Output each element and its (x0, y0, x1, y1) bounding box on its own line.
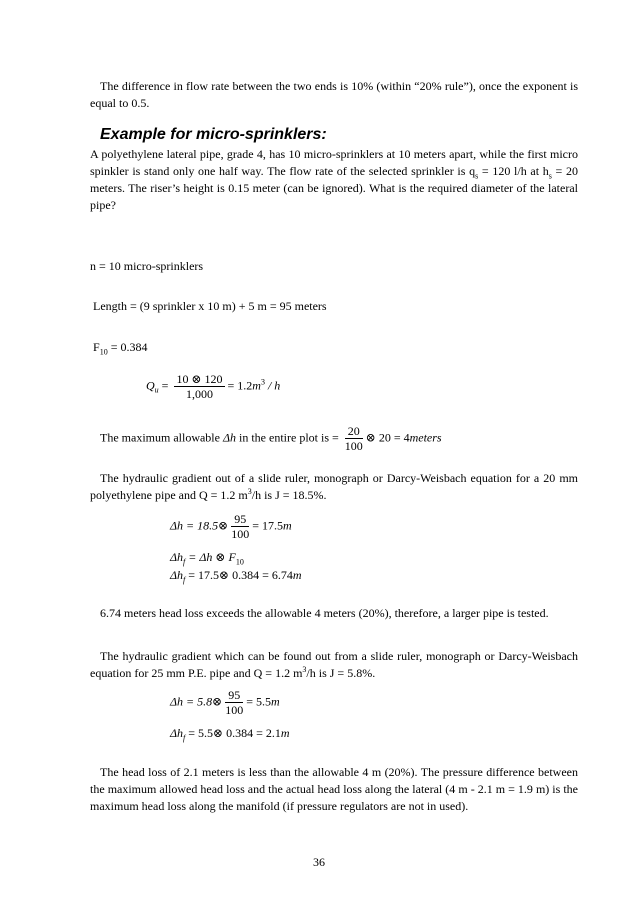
eq1-line3-sub: f (183, 575, 186, 585)
eq1-line3-rhs: = 17.5⊗ 0.384 = 6.74 (185, 568, 293, 582)
eq1-line1-result: = 17.5 (252, 518, 283, 533)
gradient25-text-a: The hydraulic gradient which can be found out from a slide ruler, monograph or Darcy-Weisbach equation for 25 mm P.E. pipe and Q = 1.2 m (90, 649, 578, 680)
eq2-line1-unit: m (270, 694, 280, 709)
eq2-line2-unit: m (280, 726, 290, 740)
gradient20-text-b: /h is J = 18.5%. (251, 488, 327, 502)
equation-dhf-25mm (170, 726, 290, 741)
eq2-line2-sub: f (183, 733, 186, 743)
paragraph-exceeds-allowable: 6.74 meters head loss exceeds the allowable 4 meters (20%), therefore, a larger pipe is tested. (100, 606, 549, 620)
section-heading: Example for micro-sprinklers: (100, 126, 327, 143)
qu-symbol: Q (146, 378, 155, 393)
f10-value: = 0.384 (107, 340, 148, 354)
gradient25-text-b: /h is J = 5.8%. (306, 666, 376, 680)
paragraph-conclusion: The head loss of 2.1 meters is less than the allowable 4 m (20%). The pressure difference between the maximum allowed head loss and the actual head loss along the lateral (4 m - 2.1 m = 1.9 m) is the maximum head loss along the manifold (if pressure regulators are not in used). (90, 765, 578, 813)
eq1-line1-unit: m (282, 518, 292, 533)
qu-fraction (174, 372, 224, 401)
problem-text-b: = 120 l/h at h (478, 164, 549, 178)
eq2-line1-fraction (225, 688, 243, 717)
qu-unit-sup: 3 (260, 377, 265, 387)
qu-denominator: 1,000 (185, 387, 213, 401)
f10-sub: 10 (99, 347, 108, 357)
n-sprinklers-line: n = 10 micro-sprinklers (90, 259, 204, 273)
gradient20-text-a: The hydraulic gradient out of a slide ruler, monograph or Darcy-Weisbach equation for a 20 mm polyethylene pipe and Q = 1.2 m (90, 471, 578, 502)
allow-result: ⊗ 20 = 4 (365, 430, 410, 445)
paragraph-gradient-25mm (90, 648, 578, 682)
allow-denominator: 100 (344, 439, 363, 453)
page-number: 36 (313, 855, 325, 869)
eq2-line2-rhs: = 5.5⊗ 0.384 = 2.1 (185, 726, 281, 740)
eq2-line1-result: = 5.5 (246, 694, 271, 709)
eq2-line1-lhs: Δh = 5.8⊗ (170, 694, 223, 709)
gradient25-sup: 3 (302, 665, 307, 674)
qu-unit: m (252, 378, 261, 393)
qu-numerator: 10 ⊗ 120 (176, 372, 223, 386)
problem-sub-s1: s (475, 171, 479, 181)
eq2-line1-denominator: 100 (225, 703, 244, 717)
allow-numerator: 20 (345, 424, 363, 439)
problem-text-c: = 20 meters. The riser’s height is 0.15 meter (can be ignored). What is the required diameter of the lateral pipe? (90, 164, 578, 212)
eq1-line2-rhs-sub: 10 (235, 557, 244, 567)
allow-text: The maximum allowable (100, 430, 223, 445)
equation-dhf-20mm (170, 568, 302, 583)
paragraph-gradient-20mm (90, 470, 578, 504)
paragraph-problem-statement (90, 146, 578, 214)
allow-dh: Δh (222, 430, 237, 445)
eq1-line3-lhs: Δh (170, 568, 184, 582)
f10-line (93, 339, 147, 356)
gradient20-sup: 3 (247, 487, 252, 496)
problem-sub-s2: s (548, 171, 552, 181)
qu-sub: u (154, 385, 159, 395)
equation-qu (146, 372, 280, 401)
allowable-head-loss-line (100, 424, 442, 453)
qu-result: = 1.2 (227, 378, 253, 393)
qu-unit-tail: / h (264, 378, 281, 393)
eq1-line2-lhs: Δh (170, 550, 184, 564)
eq2-line2-lhs: Δh (170, 726, 184, 740)
paragraph-flow-rate-difference: The difference in flow rate between the two ends is 10% (within “20% rule”), once the exponent is equal to 0.5. (90, 79, 578, 110)
eq2-line1-numerator: 95 (225, 688, 243, 703)
f10-base: F (93, 340, 100, 354)
allow-fraction (345, 424, 363, 453)
eq1-line1-lhs: Δh = 18.5⊗ (170, 518, 229, 533)
equation-dh-25mm (170, 688, 280, 717)
eq1-line2-rhs: = Δh ⊗ F (185, 550, 236, 564)
length-line: Length = (9 sprinkler x 10 m) + 5 m = 95 meters (93, 299, 327, 313)
equation-dhf-formula (170, 550, 244, 565)
eq1-line3-unit: m (292, 568, 302, 582)
qu-equals: = (158, 378, 172, 393)
equation-dh-20mm (170, 512, 292, 541)
allow-unit: meters (409, 430, 442, 445)
allow-mid: in the entire plot is = (236, 430, 342, 445)
problem-text-a: A polyethylene lateral pipe, grade 4, has 10 micro-sprinklers at 10 meters apart, while the first micro spinkler is stand only one half way. The flow rate of the selected sprinkler is q (90, 147, 578, 178)
eq1-line2-sub: f (183, 557, 186, 567)
eq1-line1-fraction (231, 512, 249, 541)
eq1-line1-numerator: 95 (231, 512, 249, 527)
eq1-line1-denominator: 100 (231, 527, 250, 541)
